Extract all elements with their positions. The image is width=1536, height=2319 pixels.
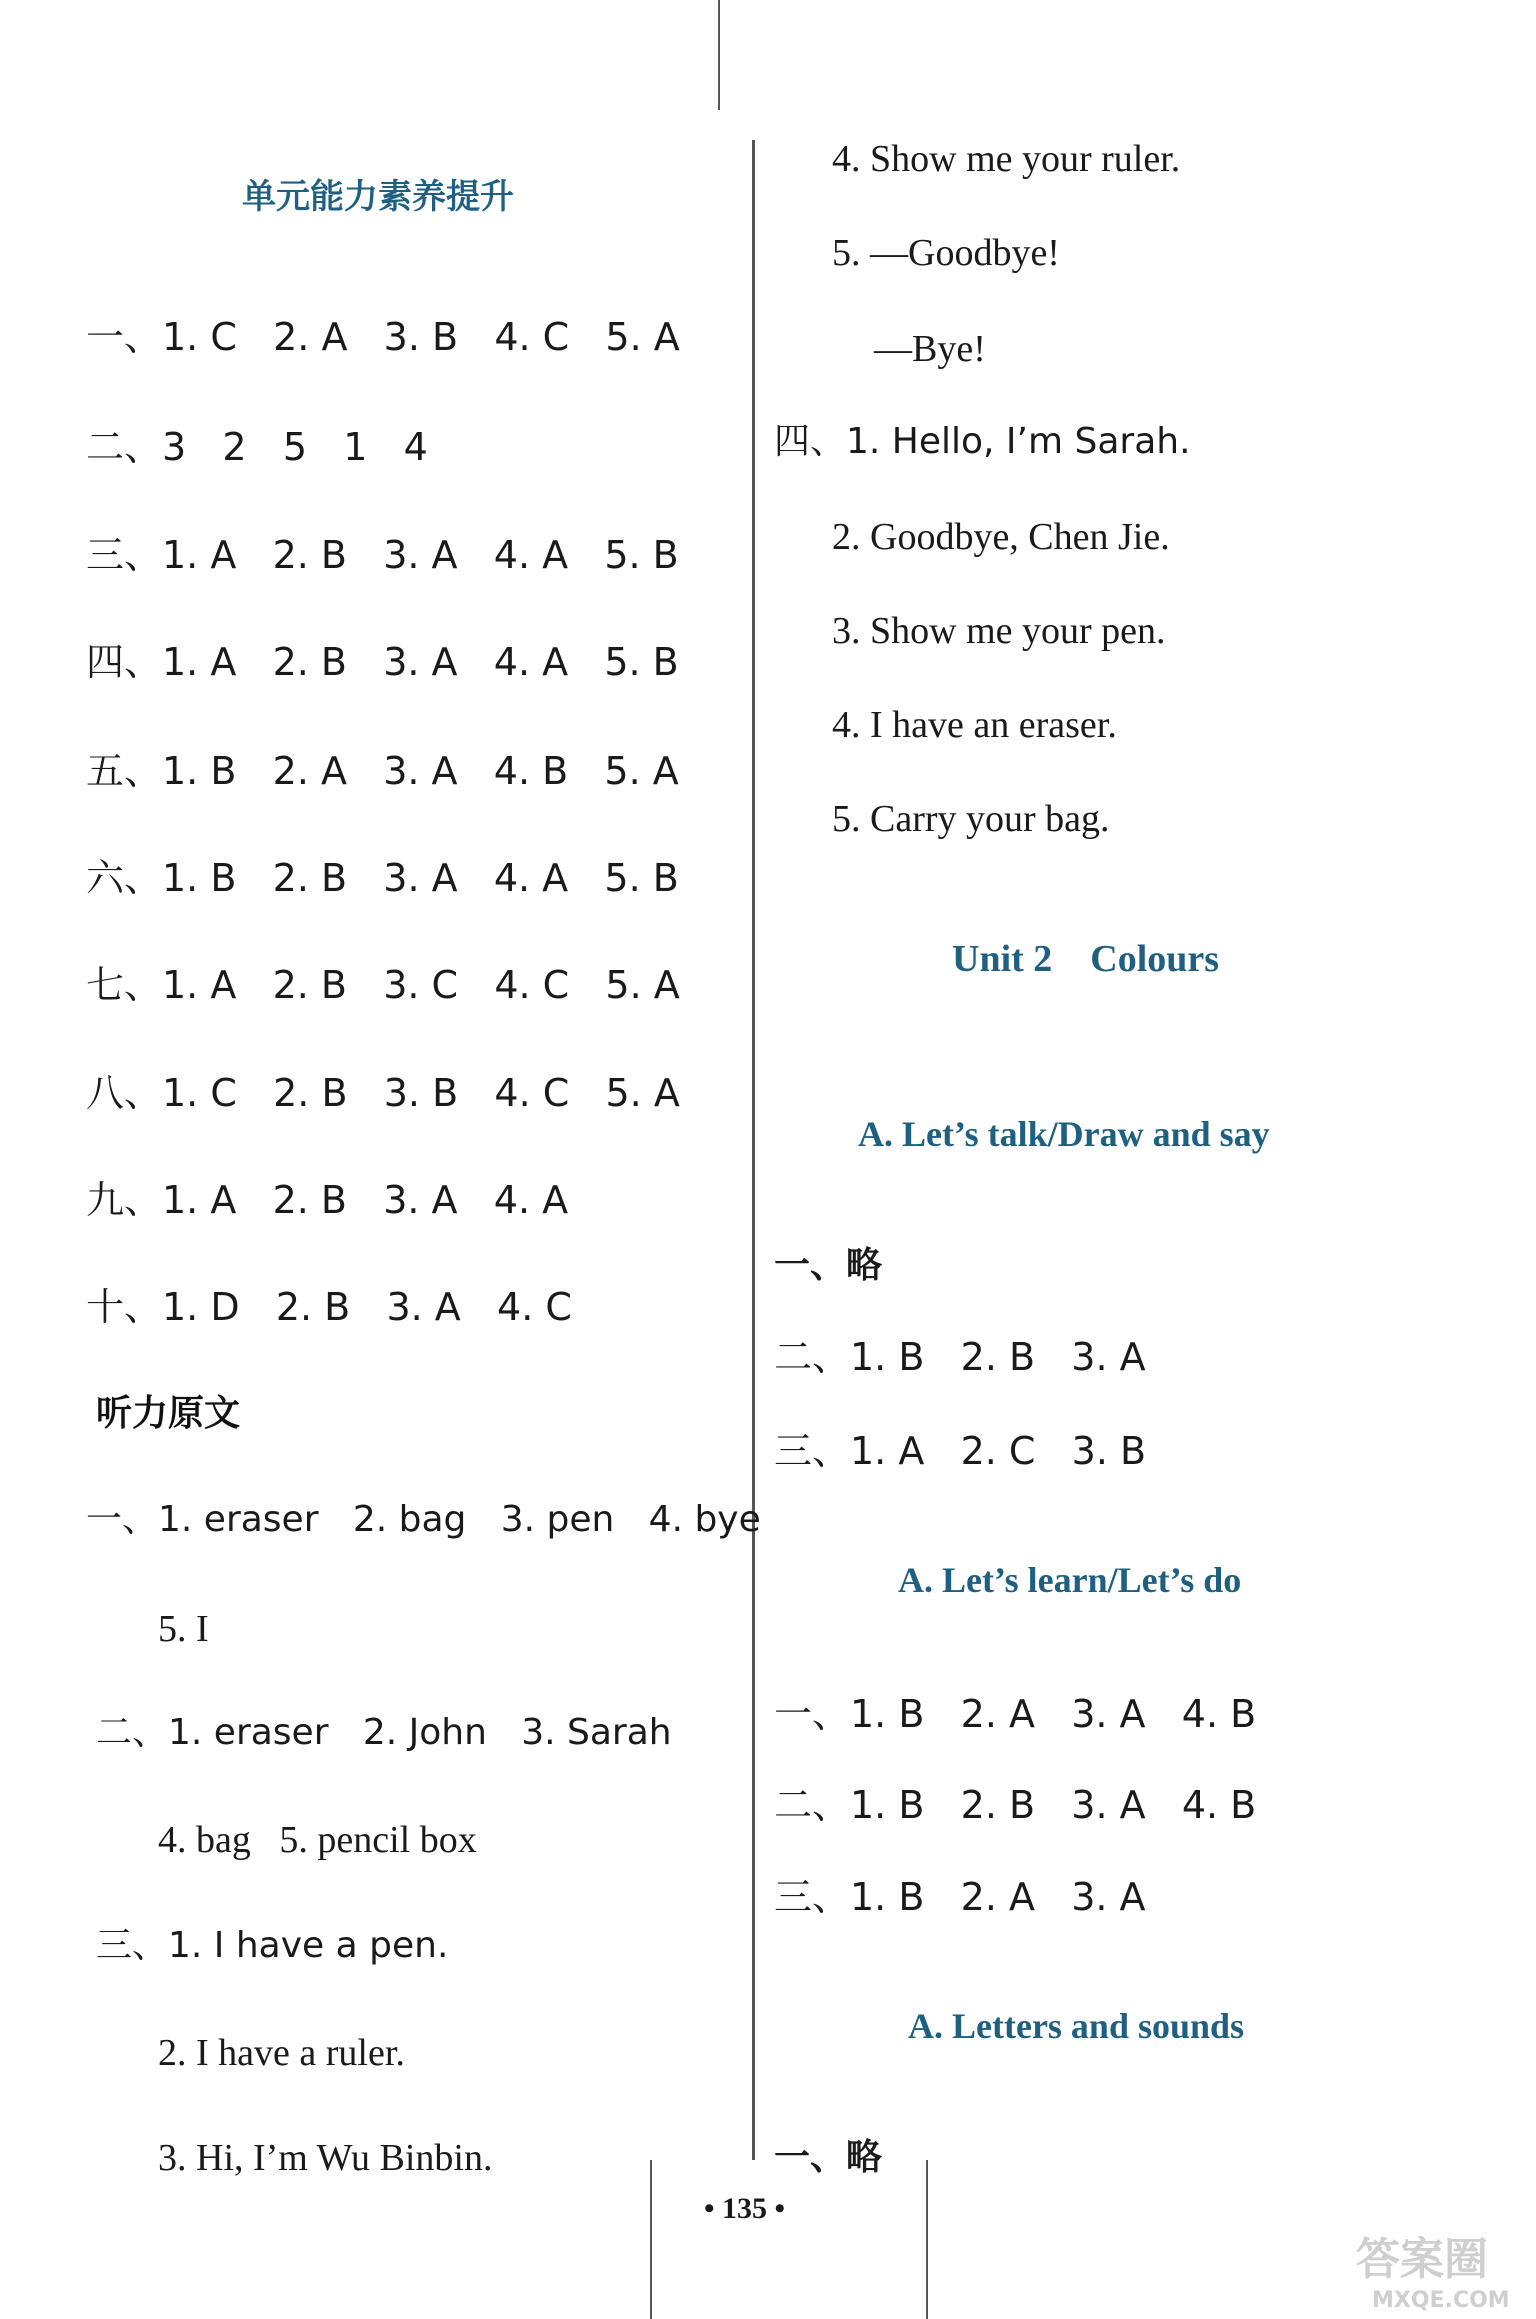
answer-line-8: 八、1. C 2. B 3. B 4. C 5. A bbox=[86, 1071, 680, 1115]
answer-line-7: 七、1. A 2. B 3. C 4. C 5. A bbox=[86, 963, 680, 1007]
answer-line-6: 六、1. B 2. B 3. A 4. A 5. B bbox=[86, 856, 679, 900]
answer-line-3: 三、1. A 2. B 3. A 4. A 5. B bbox=[86, 533, 679, 577]
listening-line-5: 三、1. I have a pen. bbox=[96, 1925, 449, 1966]
continued-line-4: 四、1. Hello, I’m Sarah. bbox=[774, 421, 1191, 462]
listening-title: 听力原文 bbox=[96, 1393, 241, 1434]
listening-line-1: 一、1. eraser 2. bag 3. pen 4. bye bbox=[86, 1499, 761, 1540]
continued-line-8: 5. Carry your bag. bbox=[832, 798, 1110, 840]
continued-line-1: 4. Show me your ruler. bbox=[832, 138, 1181, 180]
continued-line-2: 5. —Goodbye! bbox=[832, 232, 1060, 274]
watermark-url: MXQE.COM bbox=[1372, 2288, 1510, 2313]
letters-line-1: 一、略 bbox=[774, 2137, 883, 2178]
bottom-left-divider bbox=[650, 2160, 652, 2319]
answer-line-2: 二、3 2 5 1 4 bbox=[86, 425, 428, 469]
top-left-divider bbox=[718, 0, 720, 110]
continued-line-5: 2. Goodbye, Chen Jie. bbox=[832, 516, 1170, 558]
watermark-text: 答案圈 bbox=[1356, 2234, 1488, 2285]
talk-line-2: 二、1. B 2. B 3. A bbox=[774, 1335, 1146, 1379]
column-divider bbox=[752, 140, 755, 2160]
section-a-talk-title: A. Let’s talk/Draw and say bbox=[858, 1114, 1270, 1154]
answer-line-1: 一、1. C 2. A 3. B 4. C 5. A bbox=[86, 315, 680, 359]
learn-line-1: 一、1. B 2. A 3. A 4. B bbox=[774, 1692, 1257, 1736]
answer-line-10: 十、1. D 2. B 3. A 4. C bbox=[86, 1285, 572, 1329]
listening-line-4: 4. bag 5. pencil box bbox=[158, 1819, 477, 1861]
listening-line-6: 2. I have a ruler. bbox=[158, 2032, 405, 2074]
learn-line-2: 二、1. B 2. B 3. A 4. B bbox=[774, 1783, 1257, 1827]
answer-line-5: 五、1. B 2. A 3. A 4. B 5. A bbox=[86, 749, 679, 793]
learn-line-3: 三、1. B 2. A 3. A bbox=[774, 1875, 1146, 1919]
continued-line-7: 4. I have an eraser. bbox=[832, 704, 1117, 746]
answer-line-4: 四、1. A 2. B 3. A 4. A 5. B bbox=[86, 640, 679, 684]
unit-title: Unit 2 Colours bbox=[952, 938, 1220, 980]
talk-line-3: 三、1. A 2. C 3. B bbox=[774, 1429, 1147, 1473]
continued-line-6: 3. Show me your pen. bbox=[832, 610, 1166, 652]
listening-line-7: 3. Hi, I’m Wu Binbin. bbox=[158, 2137, 493, 2179]
section-a-letters-title: A. Letters and sounds bbox=[908, 2006, 1245, 2046]
answer-line-9: 九、1. A 2. B 3. A 4. A bbox=[86, 1178, 569, 1222]
continued-line-3: —Bye! bbox=[874, 328, 986, 370]
section-a-learn-title: A. Let’s learn/Let’s do bbox=[898, 1560, 1242, 1600]
page-number: • 135 • bbox=[704, 2192, 786, 2225]
listening-line-2: 5. I bbox=[158, 1608, 209, 1650]
bottom-right-divider bbox=[926, 2160, 928, 2319]
listening-line-3: 二、1. eraser 2. John 3. Sarah bbox=[96, 1712, 672, 1753]
section-title: 单元能力素养提升 bbox=[242, 177, 514, 217]
talk-line-1: 一、略 bbox=[774, 1245, 883, 1286]
